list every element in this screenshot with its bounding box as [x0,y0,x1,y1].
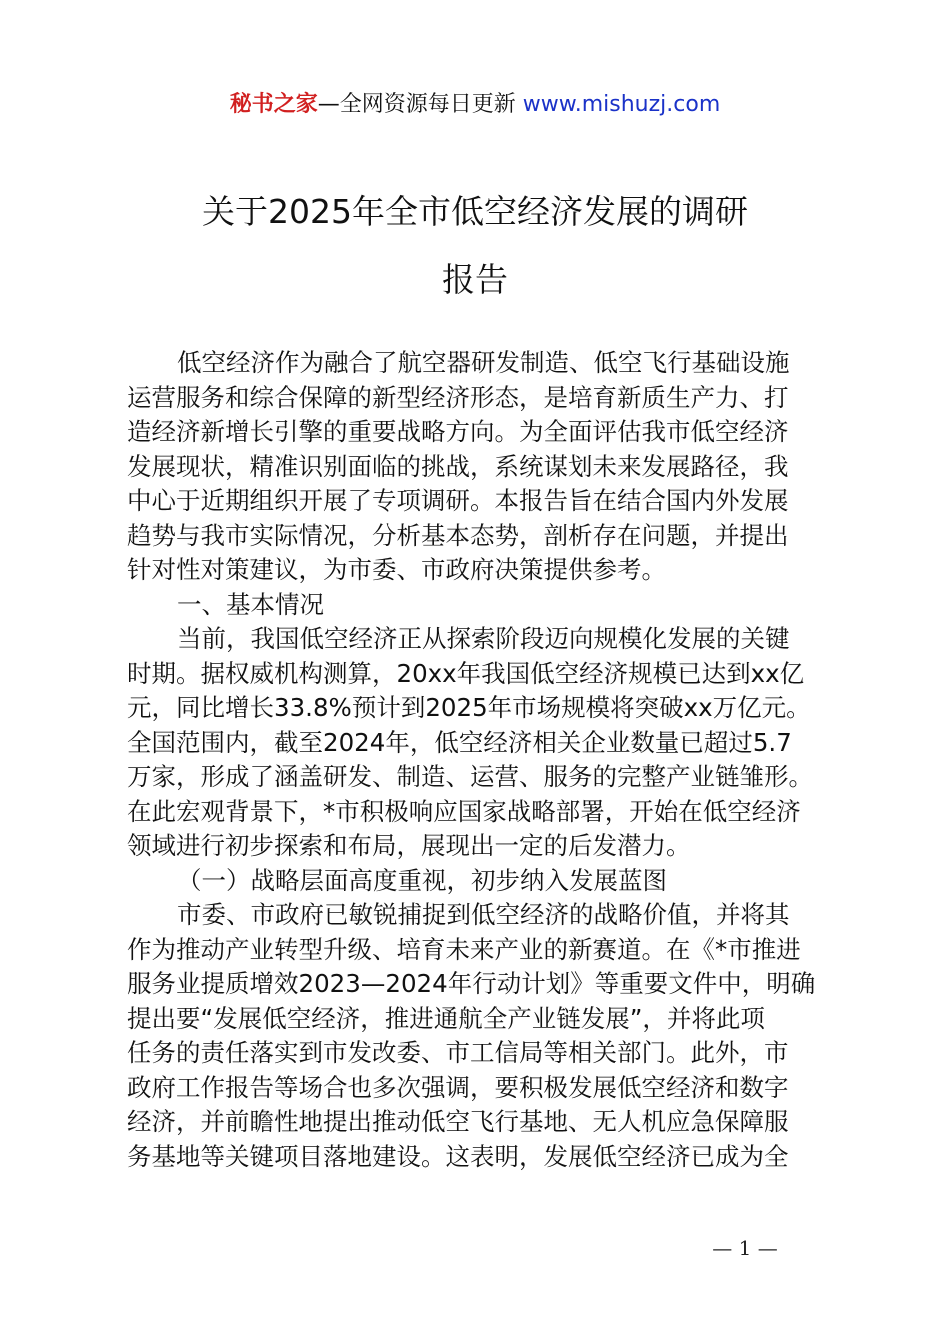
text-line: 针对性对策建议，为市委、市政府决策提供参考。 [127,555,666,584]
text-line: 运营服务和综合保障的新型经济形态，是培育新质生产力、打 [127,382,789,412]
text-line: 时期。据权威机构测算，20xx年我国低空经济规模已达到xx亿 [127,658,805,688]
text-line: 市委、市政府已敏锐捕捉到低空经济的战略价值，并将其 [177,900,790,929]
text-line: 全国范围内，截至2024年，低空经济相关企业数量已超过5.7 [127,727,792,757]
document-title-line-1: 关于2025年全市低空经济发展的调研 [202,192,748,231]
document-body [127,346,837,1174]
text-line: 作为推动产业转型升级、培育未来产业的新赛道。在《*市推进 [127,934,801,964]
text-line: 经济，并前瞻性地提出推动低空飞行基地、无人机应急保障服 [127,1107,789,1136]
text-line: 服务业提质增效2023—2024年行动计划》等重要文件中，明确 [127,969,816,998]
text-line: 当前，我国低空经济正从探索阶段迈向规模化发展的关键 [177,624,790,653]
banner-tagline: —全网资源每日更新 [317,92,523,117]
text-line: 任务的责任落实到市发改委、市工信局等相关部门。此外，市 [127,1038,789,1067]
page-number: — 1 — [712,1236,778,1260]
document-title-line-2: 报告 [442,260,508,299]
text-line: 万家，形成了涵盖研发、制造、运营、服务的完整产业链雏形。 [127,762,813,791]
text-line: 元，同比增长33.8%预计到2025年市场规模将突破xx万亿元。 [127,693,811,722]
subsection-heading: （一）战略层面高度重视，初步纳入发展蓝图 [177,865,667,895]
site-banner [0,90,950,120]
text-line: 造经济新增长引擎的重要战略方向。为全面评估我市低空经济 [127,417,789,446]
text-line: 低空经济作为融合了航空器研发制造、低空飞行基础设施 [177,348,790,377]
text-line: 在此宏观背景下，*市积极响应国家战略部署，开始在低空经济 [127,796,801,826]
text-line: 中心于近期组织开展了专项调研。本报告旨在结合国内外发展 [127,486,789,515]
text-line: 发展现状，精准识别面临的挑战，系统谋划未来发展路径，我 [127,451,789,481]
text-line: 提出要“发展低空经济，推进通航全产业链发展”，并将此项 [127,1003,765,1033]
text-line: 领域进行初步探索和布局，展现出一定的后发潜力。 [127,831,691,860]
text-line: 政府工作报告等场合也多次强调，要积极发展低空经济和数字 [127,1072,789,1102]
section-heading: 一、基本情况 [177,589,324,619]
text-line: 务基地等关键项目落地建设。这表明，发展低空经济已成为全 [127,1141,789,1171]
brand-name: 秘书之家 [229,92,318,117]
site-url-link[interactable]: www.mishuzj.com [522,92,721,117]
text-line: 趋势与我市实际情况，分析基本态势，剖析存在问题，并提出 [127,520,789,550]
